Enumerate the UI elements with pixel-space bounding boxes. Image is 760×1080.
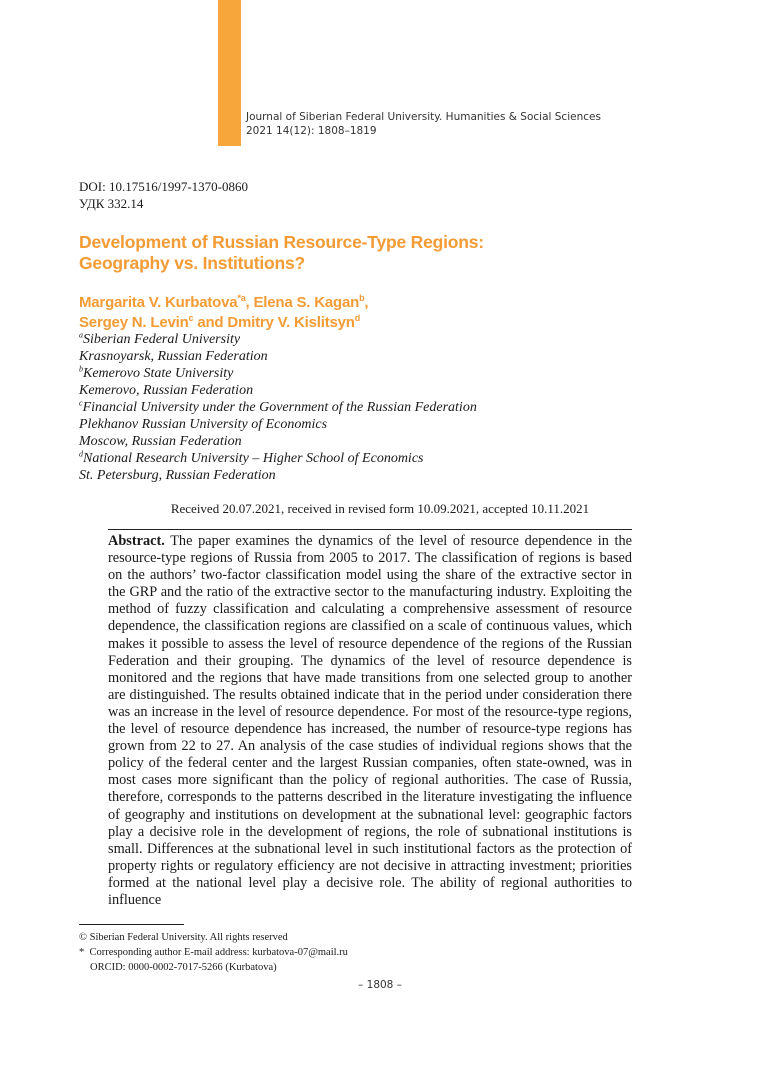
affiliation-mark: a <box>79 330 83 340</box>
page-number: – 1808 – <box>358 979 402 991</box>
affiliation-text: St. Petersburg, Russian Federation <box>79 468 276 483</box>
udk: УДК 332.14 <box>79 196 144 211</box>
affiliation-text: Kemerovo State University <box>83 366 234 381</box>
affiliation-line <box>79 467 477 484</box>
affiliation-line <box>79 399 477 416</box>
author-name: Margarita V. Kurbatova <box>79 294 238 311</box>
copyright-note: © Siberian Federal University. All rights reserved <box>79 932 288 943</box>
affiliation-text: Kemerovo, Russian Federation <box>79 383 254 398</box>
affiliation-mark: d <box>79 449 83 459</box>
journal-header <box>246 110 601 138</box>
footnote-rule <box>79 924 184 925</box>
author-line-1 <box>79 293 679 313</box>
author-list <box>79 293 679 333</box>
article-identifiers <box>79 178 248 212</box>
author-name: Sergey N. Levin <box>79 314 189 331</box>
abstract <box>108 533 632 909</box>
author-mark: c <box>188 313 194 323</box>
author-mark: d <box>354 313 361 323</box>
affiliation-text: Financial University under the Government of the Russian Federation <box>82 400 477 415</box>
affiliation-line <box>79 450 477 467</box>
affiliation-line <box>79 365 477 382</box>
title-line-2: Geography vs. Institutions? <box>79 253 306 273</box>
affiliation-text: Moscow, Russian Federation <box>79 434 242 449</box>
author-separator: and <box>193 314 228 331</box>
affiliation-line <box>79 433 477 450</box>
abstract-top-rule <box>108 529 632 530</box>
author-separator: , <box>245 294 254 311</box>
affiliation-text: National Research University – Higher School of Economics <box>83 451 424 466</box>
received-dates: Received 20.07.2021, received in revised form 10.09.2021, accepted 10.11.2021 <box>170 501 590 516</box>
affiliation-mark: c <box>79 398 83 408</box>
orcid-note: ORCID: 0000-0002-7017-5266 (Kurbatova) <box>90 962 277 973</box>
title-line-1: Development of Russian Resource-Type Regions: <box>79 232 484 252</box>
author-mark: b <box>359 293 365 303</box>
affiliation-text: Plekhanov Russian University of Economics <box>79 417 328 432</box>
abstract-label: Abstract. <box>108 533 165 549</box>
affiliations <box>79 331 477 484</box>
journal-accent-bar <box>218 0 241 146</box>
author-name: Elena S. Kagan <box>253 294 360 311</box>
footnotes <box>79 930 348 975</box>
corresponding-author-note: * Corresponding author E-mail address: kurbatova-07@mail.ru <box>79 947 348 958</box>
author-line-2 <box>79 313 679 333</box>
affiliation-text: Siberian Federal University <box>83 332 241 347</box>
journal-name: Journal of Siberian Federal University. Humanities & Social Sciences <box>246 111 601 123</box>
abstract-text: The paper examines the dynamics of the level of resource dependence in the resource-type regions of Russia from 2005 to 2017. The classification of regions is based on the authors’ two-factor classification model using the share of the extractive sector in the GRP and the ratio of the extractive sector to the manufacturing industry. Exploiting the method of fuzzy classification and calculating a comprehensive assessment of resource dependence, the classification regions are classified on a scale of continuous values, which makes it possible to assess the level of resource dependence of the regions of the Russian Federation and their grouping. The dynamics of the level of resource dependence is monitored and the regions that have made transitions from one selected group to another are distinguished. The results obtained indicate that in the period under consideration there was an increase in the level of resource dependence. For most of the resource-type regions, the level of resource dependence has increased, the number of resource-type regions has grown from 22 to 27. An analysis of the case studies of individual regions shows that the policy of the federal center and the largest Russian companies, often state-owned, was in most cases more significant than the policy of regional authorities. The case of Russia, therefore, corresponds to the patterns described in the literature investigating the influence of geography and institutions on development at the subnational level: geographic factors play a decisive role in the development of regions, the role of subnational institutions is small. Differences at the subnational level in such institutional factors as the protection of property rights or regulatory efficiency are not decisive in attracting investment; priorities formed at the national level play a decisive role. The ability of regional authorities to influence <box>108 533 632 908</box>
affiliation-line <box>79 382 477 399</box>
article-title <box>79 232 679 274</box>
doi: DOI: 10.17516/1997-1370-0860 <box>79 179 248 194</box>
affiliation-line <box>79 348 477 365</box>
affiliation-mark: b <box>79 364 83 374</box>
affiliation-line <box>79 331 477 348</box>
author-separator: , <box>364 294 369 311</box>
affiliation-line <box>79 416 477 433</box>
author-mark: *a <box>237 293 246 303</box>
affiliation-text: Krasnoyarsk, Russian Federation <box>79 349 268 364</box>
journal-issue: 2021 14(12): 1808–1819 <box>246 125 377 137</box>
author-name: Dmitry V. Kislitsyn <box>227 314 355 331</box>
